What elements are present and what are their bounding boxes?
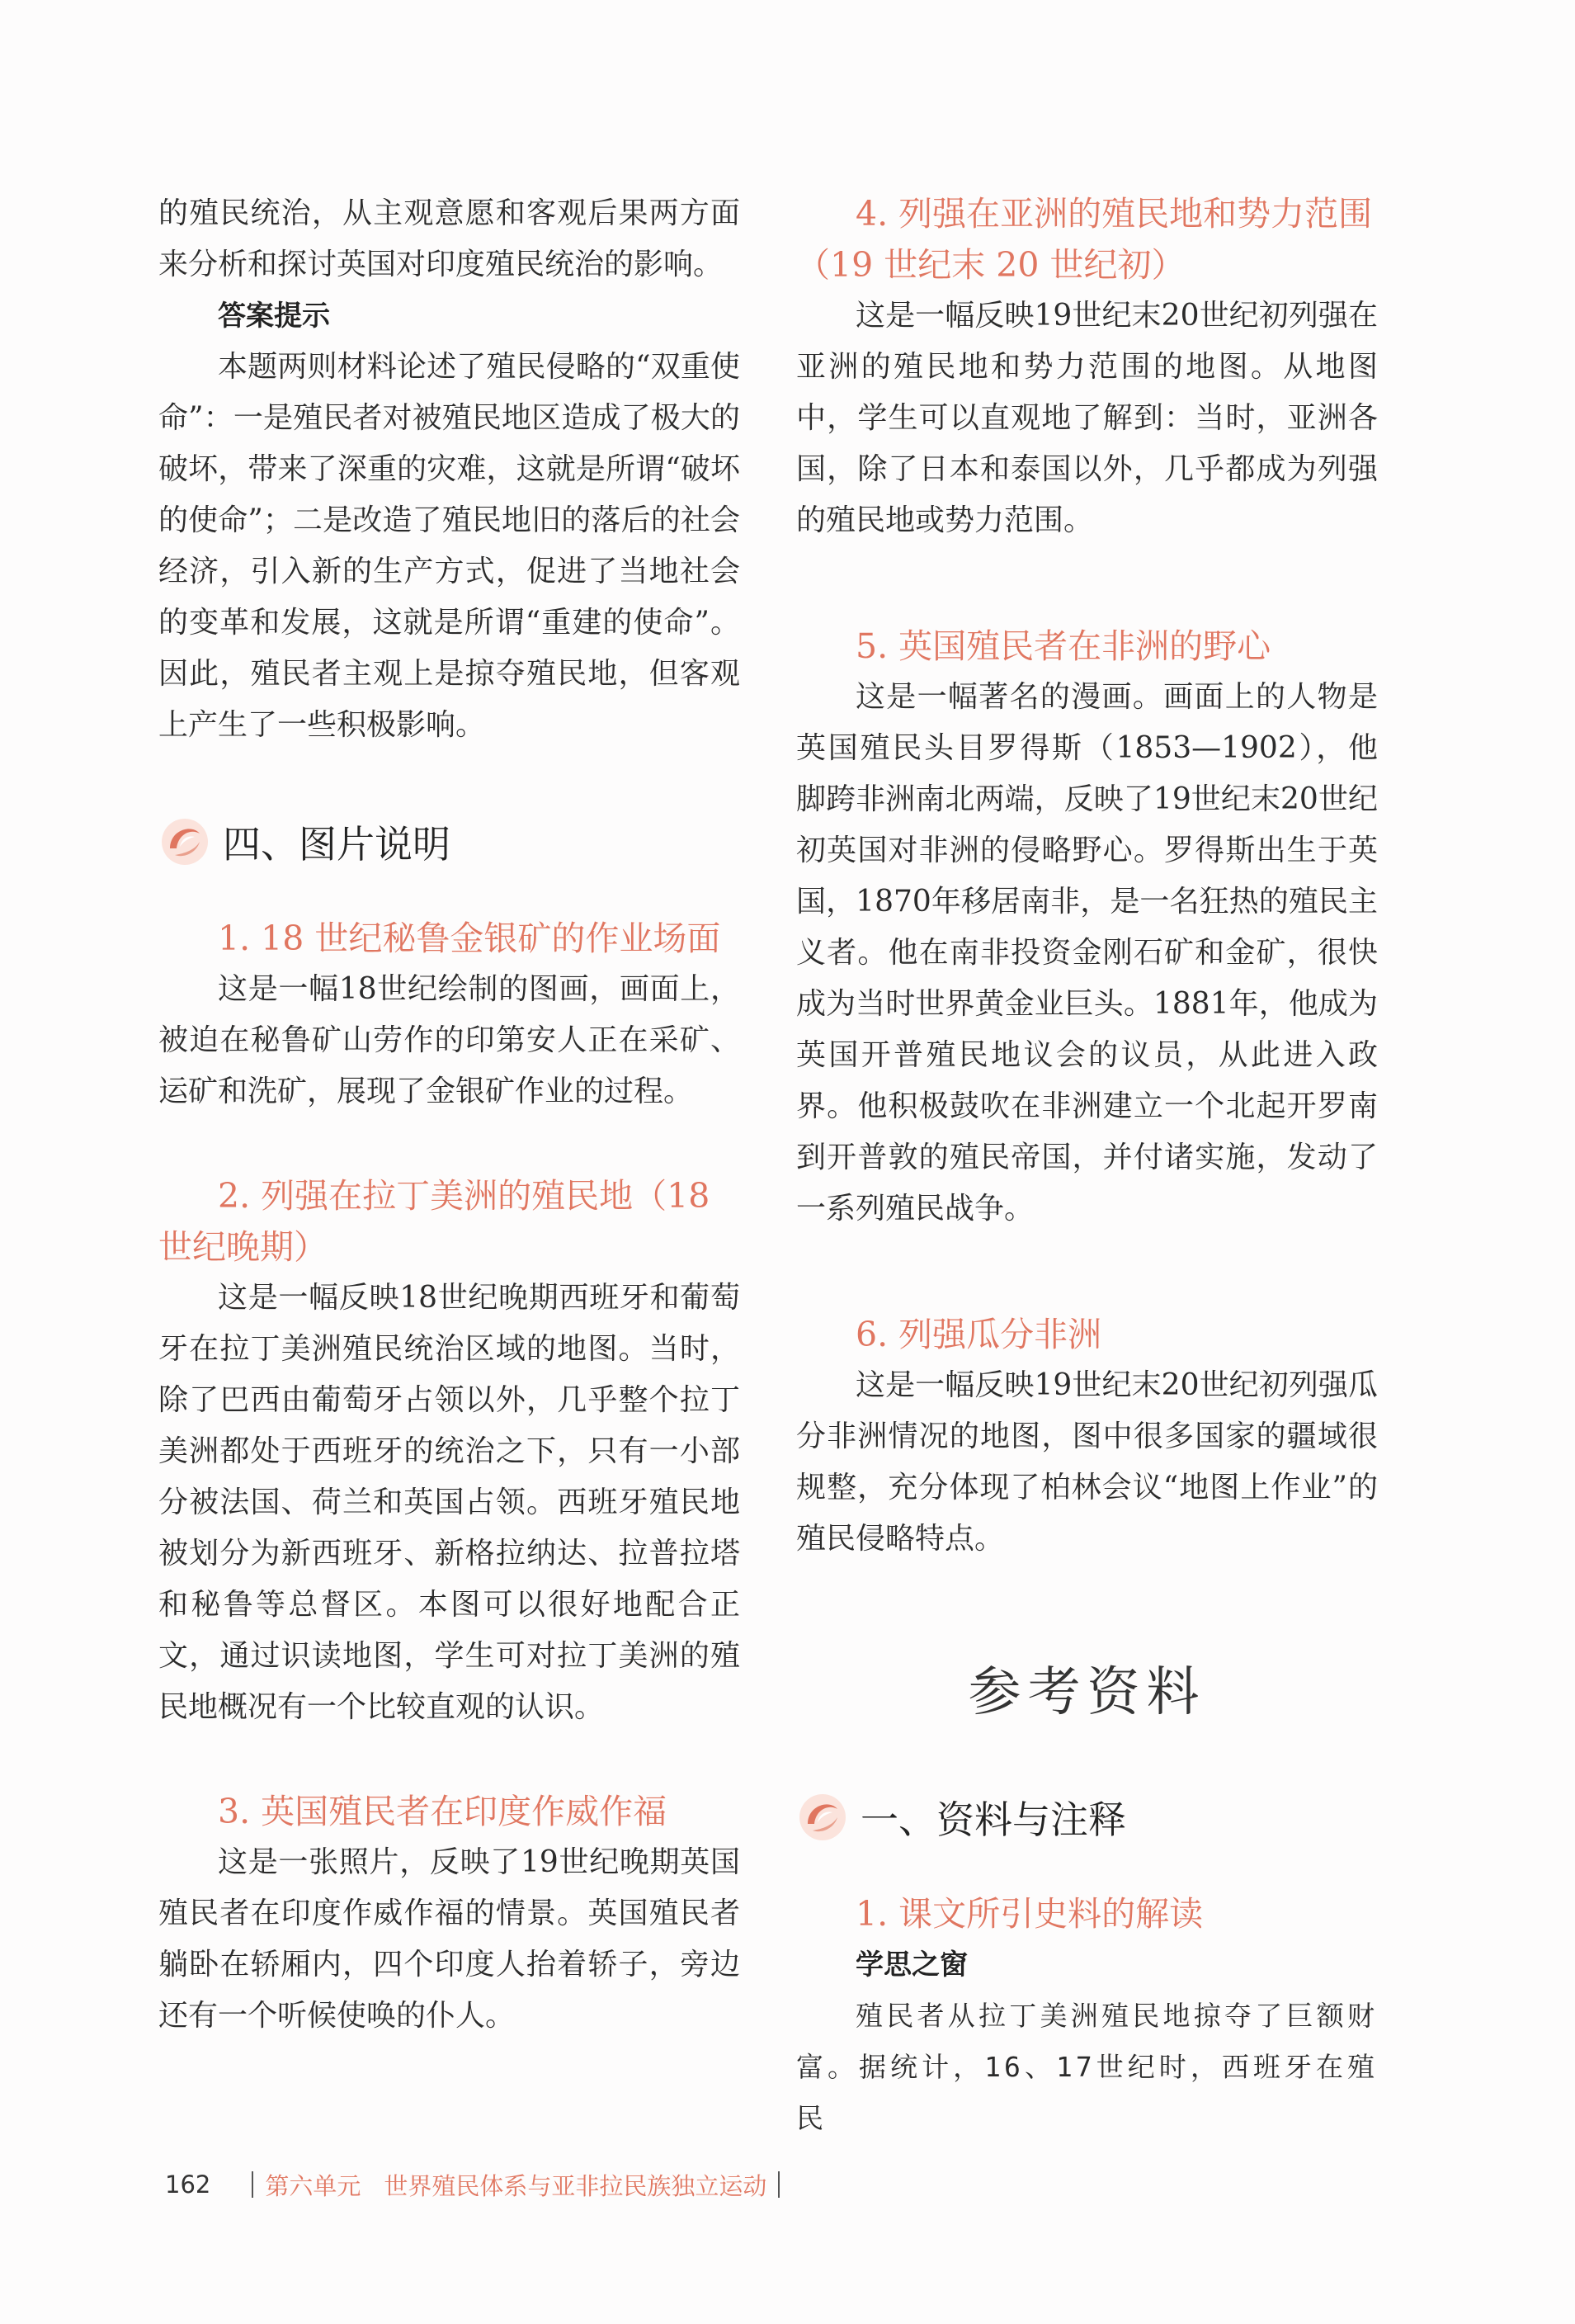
swirl-section-icon [158, 815, 211, 868]
item-title-2: 2. 列强在拉丁美洲的殖民地（18世纪晚期） [158, 1176, 710, 1267]
item-title-5: 5. 英国殖民者在非洲的野心 [856, 626, 1271, 666]
item-text-4: 这是一幅反映19世纪末20世纪初列强在亚洲的殖民地和势力范围的地图。从地图中，学生可以直观地了解到：当时，亚洲各国，除了日本和泰国以外，几乎都成为列强的殖民地或势力范围。 [796, 299, 1378, 537]
footer-divider [778, 2171, 780, 2198]
page-footer [165, 2166, 791, 2203]
section-heading-pictures [158, 804, 740, 880]
answer-hint-text: 本题两则材料论述了殖民侵略的“双重使命”：一是殖民者对被殖民地区造成了极大的破坏，带来了深重的灾难，这就是所谓“破坏的使命”；二是改造了殖民地旧的落后的社会经济，引入新的生产方式，促进了当地社会的变革和发展，这就是所谓“重建的使命”。因此，殖民者主观上是掠夺殖民地，但客观上产生了一些积极影响。 [158, 350, 740, 742]
quoted-material: 殖民者从拉丁美洲殖民地掠夺了巨额财富。据统计，16、17世纪时，西班牙在殖民 [796, 2000, 1378, 2134]
item-text-6: 这是一幅反映19世纪末20世纪初列强瓜分非洲情况的地图，图中很多国家的疆域很规整，充分体现了柏林会议“地图上作业”的殖民侵略特点。 [796, 1368, 1378, 1556]
think-window-label: 学思之窗 [856, 1948, 968, 1982]
section-title: 一、资料与注释 [861, 1797, 1126, 1842]
swirl-section-icon [796, 1791, 849, 1844]
item-text-1: 这是一幅18世纪绘制的图画，画面上，被迫在秘鲁矿山劳作的印第安人正在采矿、运矿和洗矿，展现了金银矿作业的过程。 [158, 972, 740, 1108]
left-column [158, 188, 740, 2042]
item-text-3: 这是一张照片，反映了19世纪晚期英国殖民者在印度作威作福的情景。英国殖民者躺卧在轿厢内，四个印度人抬着轿子，旁边还有一个听候使唤的仆人。 [158, 1845, 740, 2033]
item-title-1: 1. 18 世纪秘鲁金银矿的作业场面 [218, 919, 721, 958]
intro-paragraph: 的殖民统治，从主观意愿和客观后果两方面来分析和探讨英国对印度殖民统治的影响。 [158, 196, 740, 281]
footer-divider [252, 2171, 253, 2198]
unit-title: 世界殖民体系与亚非拉民族独立运动 [384, 2171, 767, 2200]
item-title-4: 4. 列强在亚洲的殖民地和势力范围（19 世纪末 20 世纪初） [796, 194, 1373, 285]
right-column [796, 188, 1378, 2144]
sub-item-title: 1. 课文所引史料的解读 [856, 1894, 1204, 1934]
item-title-6: 6. 列强瓜分非洲 [856, 1315, 1102, 1354]
answer-hint-label: 答案提示 [218, 300, 330, 333]
section-title: 四、图片说明 [223, 822, 450, 867]
reference-title: 参考资料 [968, 1662, 1206, 1723]
item-text-2: 这是一幅反映18世纪晚期西班牙和葡萄牙在拉丁美洲殖民统治区域的地图。当时，除了巴西由葡萄牙占领以外，几乎整个拉丁美洲都处于西班牙的统治之下，只有一小部分被法国、荷兰和英国占领。西班牙殖民地被划分为新西班牙、新格拉纳达、拉普拉塔和秘鲁等总督区。本图可以很好地配合正文，通过识读地图，学生可对拉丁美洲的殖民地概况有一个比较直观的认识。 [158, 1281, 740, 1724]
section-heading-materials [796, 1779, 1378, 1855]
item-title-3: 3. 英国殖民者在印度作威作福 [218, 1792, 667, 1831]
unit-label: 第六单元 [265, 2171, 361, 2200]
item-text-5: 这是一幅著名的漫画。画面上的人物是英国殖民头目罗得斯（1853—1902），他脚跨非洲南北两端，反映了19世纪末20世纪初英国对非洲的侵略野心。罗得斯出生于英国，1870年移居南非，是一名狂热的殖民主义者。他在南非投资金刚石矿和金矿，很快成为当时世界黄金业巨头。1881年，他成为英国开普殖民地议会的议员，从此进入政界。他积极鼓吹在非洲建立一个北起开罗南到开普敦的殖民帝国，并付诸实施，发动了一系列殖民战争。 [796, 680, 1378, 1226]
page-number: 162 [165, 2170, 211, 2199]
